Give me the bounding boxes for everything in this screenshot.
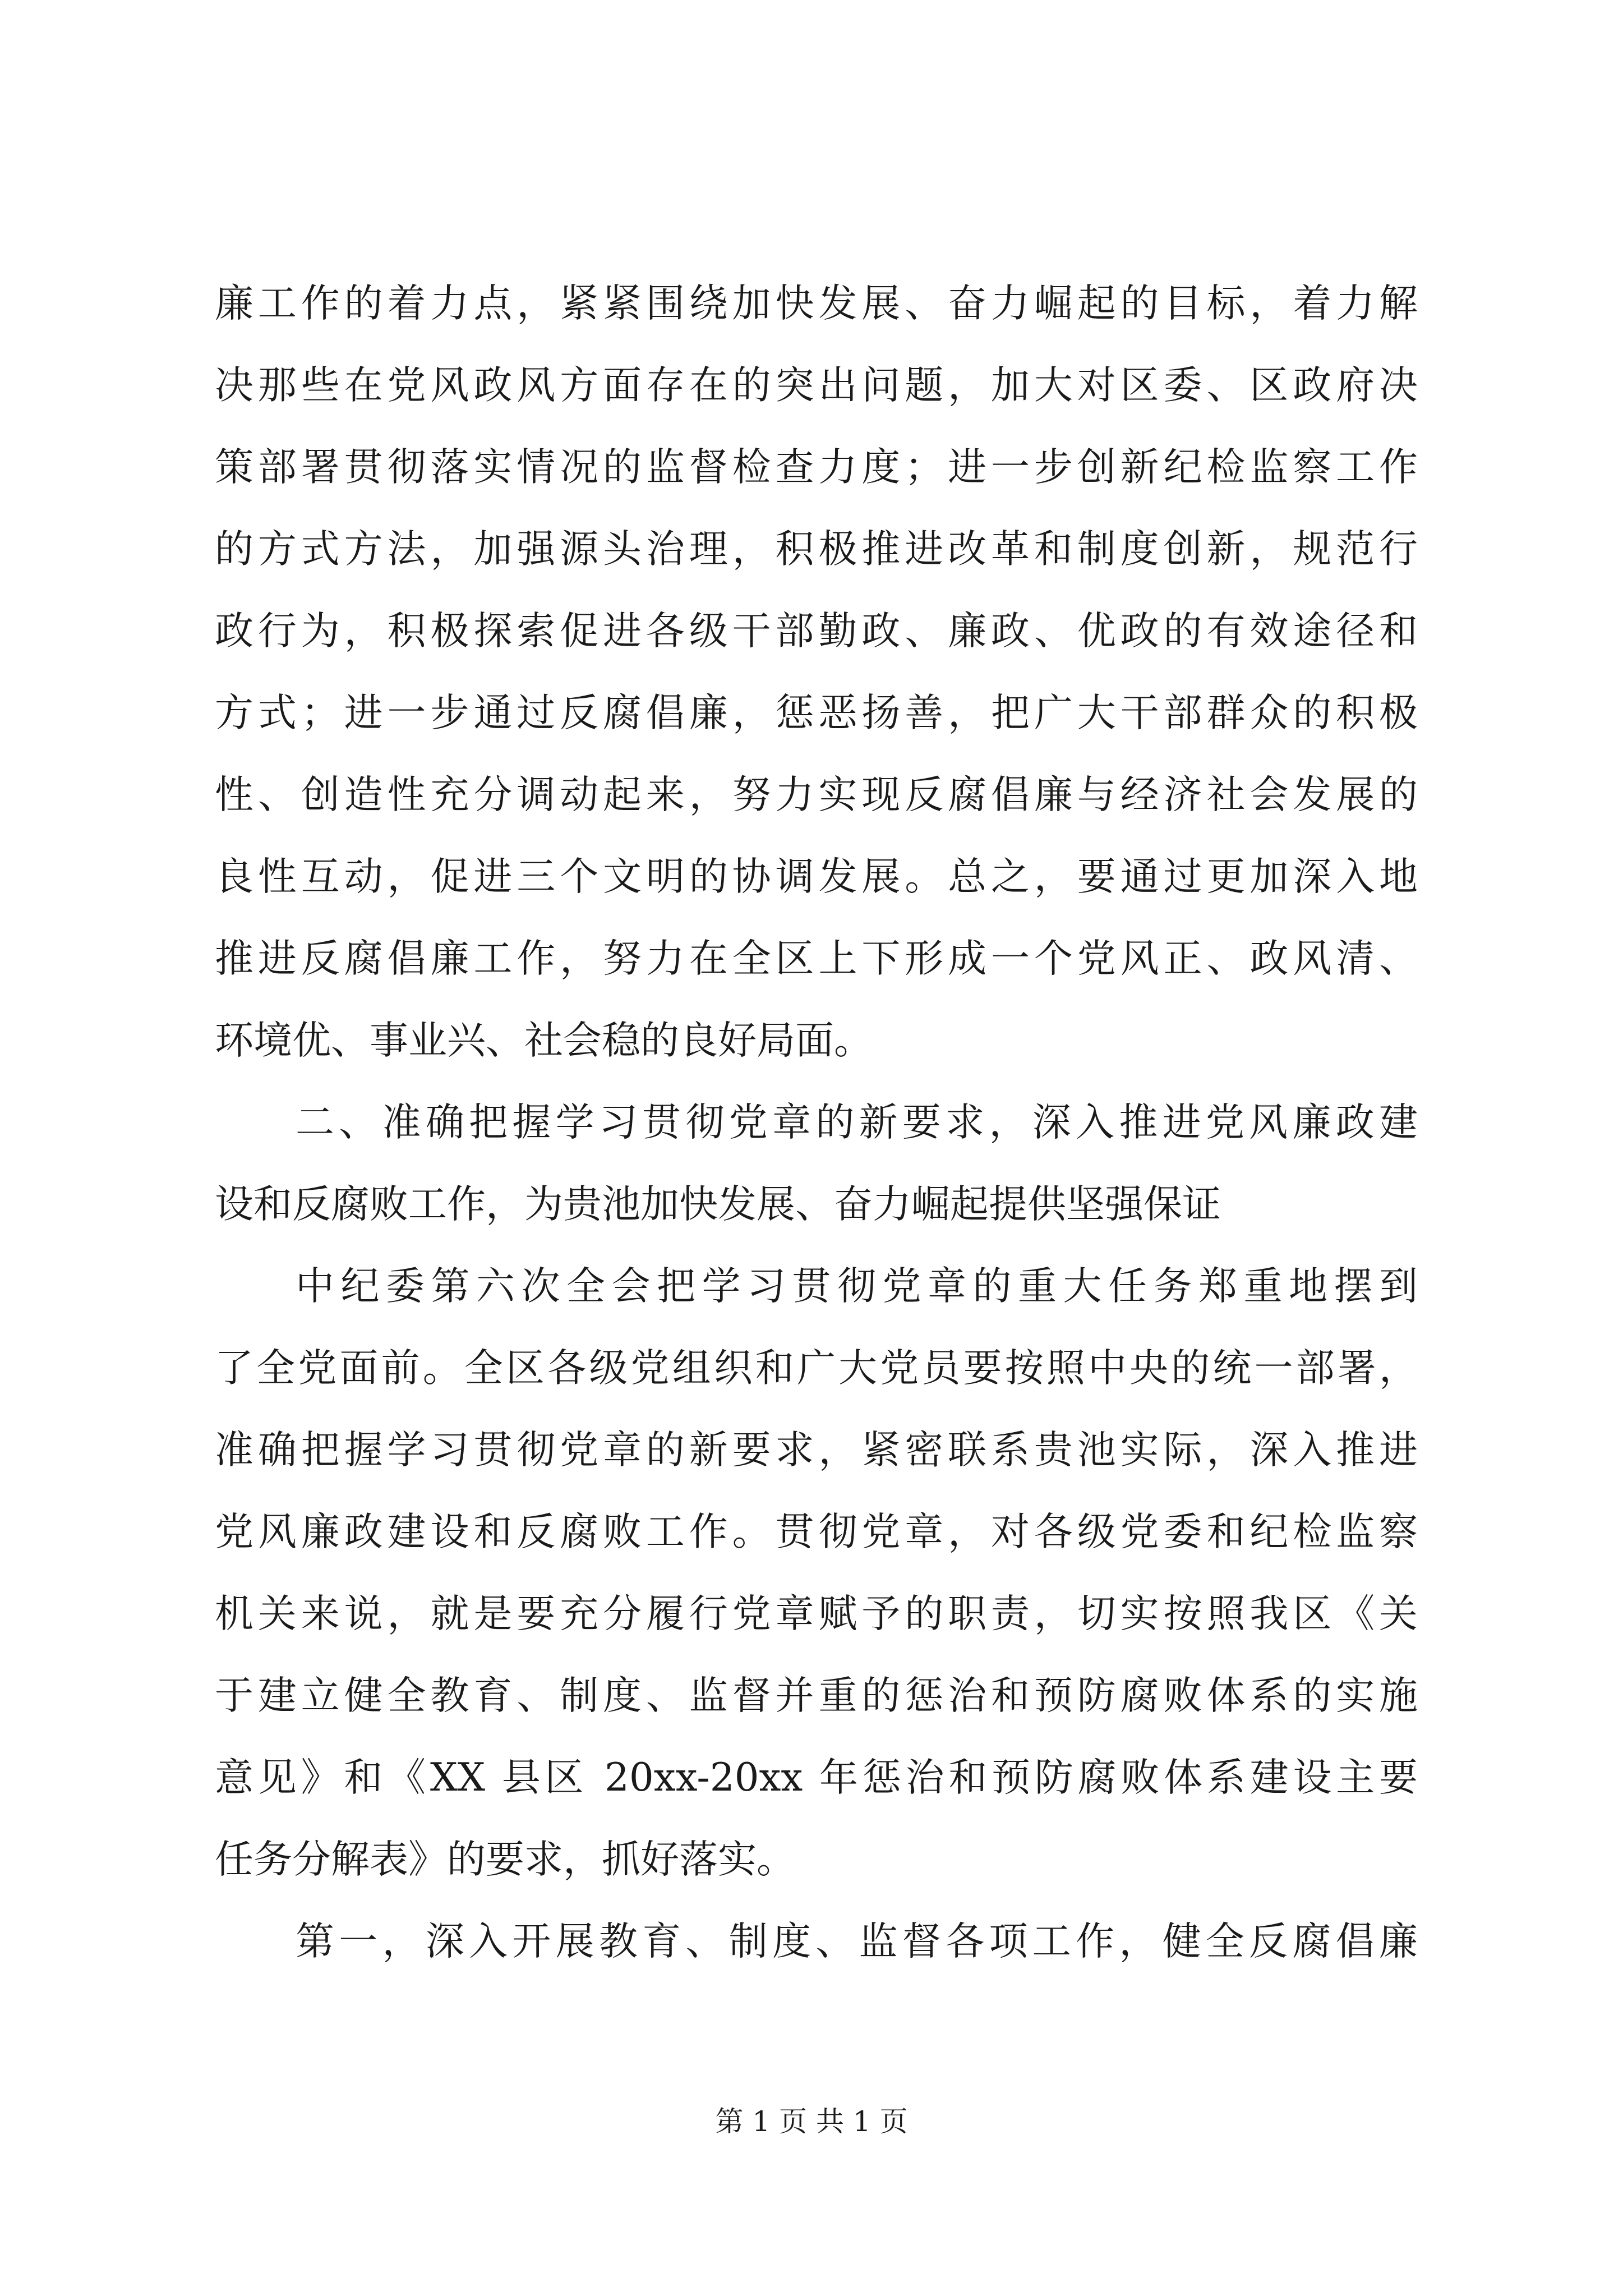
text-line: 性、创造性充分调动起来，努力实现反腐倡廉与经济社会发展的 xyxy=(215,772,1418,817)
text-line: 党风廉政建设和反腐败工作。贯彻党章，对各级党委和纪检监察 xyxy=(215,1510,1418,1554)
text-line: 于建立健全教育、制度、监督并重的惩治和预防腐败体系的实施 xyxy=(215,1673,1418,1718)
text-line: 机关来说，就是要充分履行党章赋予的职责，切实按照我区《关 xyxy=(215,1591,1418,1636)
text-line: 了全党面前。全区各级党组织和广大党员要按照中央的统一部署， xyxy=(215,1346,1418,1391)
text-line: 中纪委第六次全会把学习贯彻党章的重大任务郑重地摆到 xyxy=(296,1264,1418,1309)
text-line: 二、准确把握学习贯彻党章的新要求，深入推进党风廉政建 xyxy=(296,1100,1418,1145)
document-body xyxy=(215,263,1418,1982)
text-line: 环境优、事业兴、社会稳的良好局面。 xyxy=(215,1018,873,1063)
page-footer: 第 1 页 共 1 页 xyxy=(715,2105,908,2138)
text-line: 设和反腐败工作，为贵池加快发展、奋力崛起提供坚强保证 xyxy=(215,1182,1221,1227)
text-line: 方式；进一步通过反腐倡廉，惩恶扬善，把广大干部群众的积极 xyxy=(215,691,1418,735)
text-line: 策部署贯彻落实情况的监督检查力度；进一步创新纪检监察工作 xyxy=(215,445,1418,490)
text-line: 准确把握学习贯彻党章的新要求，紧密联系贵池实际，深入推进 xyxy=(215,1428,1418,1473)
text-line: 廉工作的着力点，紧紧围绕加快发展、奋力崛起的目标，着力解 xyxy=(215,281,1418,326)
text-line: 的方式方法，加强源头治理，积极推进改革和制度创新，规范行 xyxy=(215,527,1418,572)
text-line: 推进反腐倡廉工作，努力在全区上下形成一个党风正、政风清、 xyxy=(215,936,1418,981)
text-line: 任务分解表》的要求，抓好落实。 xyxy=(215,1837,795,1882)
text-line: 良性互动，促进三个文明的协调发展。总之，要通过更加深入地 xyxy=(215,854,1418,899)
text-line: 决那些在党风政风方面存在的突出问题，加大对区委、区政府决 xyxy=(215,363,1418,408)
text-line: 政行为，积极探索促进各级干部勤政、廉政、优政的有效途径和 xyxy=(215,609,1418,654)
text-line: 第一，深入开展教育、制度、监督各项工作，健全反腐倡廉 xyxy=(296,1919,1418,1964)
text-line: 意见》和《XX 县区 20xx-20xx 年惩治和预防腐败体系建设主要 xyxy=(215,1755,1418,1800)
